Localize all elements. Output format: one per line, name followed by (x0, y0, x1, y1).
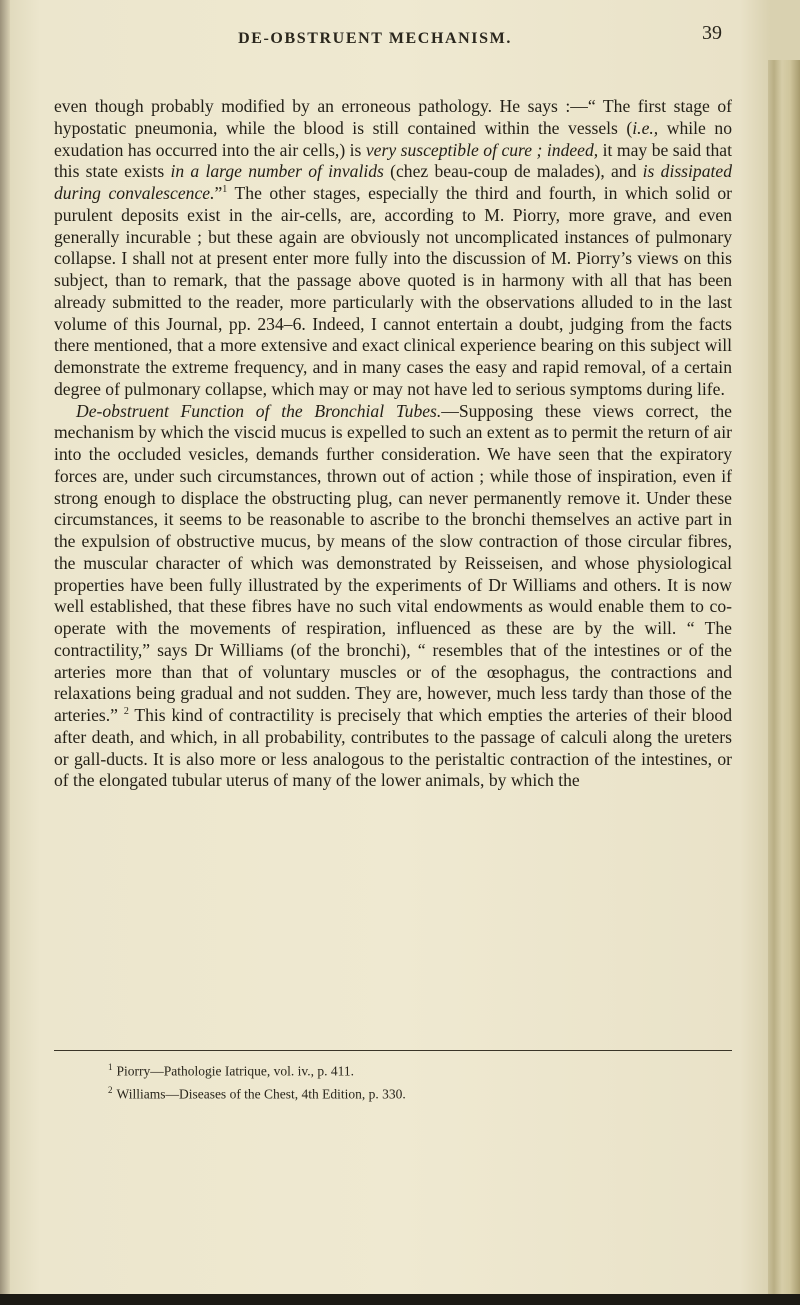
paragraph-deobstruent-function (54, 401, 732, 793)
text-run: it may be said that this state exists (54, 139, 732, 182)
paragraph-continued (54, 96, 732, 401)
scan-border (0, 1294, 800, 1305)
footnote (108, 1058, 728, 1081)
text-run: ” (214, 183, 223, 203)
italic-text: very susceptible of cure ; indeed, (365, 139, 599, 160)
text-run: even though probably modified by an erroneous pathology. He says :—“ The first stage of hypostatic pneumonia, while the blood is still contained within the vessels ( (54, 96, 732, 138)
page-edge-stack (768, 60, 800, 1300)
italic-text: is dissipated during convalescence. (54, 161, 732, 203)
binding-shadow (0, 0, 10, 1305)
footnote-mark: 1 (108, 1062, 113, 1072)
footnote-mark: 2 (108, 1084, 113, 1095)
footnote-text: Williams—Diseases of the Chest, 4th Edition, p. 330. (116, 1086, 406, 1101)
running-head (0, 12, 800, 52)
text-run: while no exudation has occurred into the air cells,) is (54, 117, 732, 160)
italic-text: in a large number of invalids (170, 161, 384, 182)
section-heading: De-obstruent Function of the Bronchial Tubes. (76, 400, 442, 421)
text-run: (chez beau-coup de malades), and (383, 161, 643, 182)
running-title: DE-OBSTRUENT MECHANISM. (238, 30, 512, 47)
text-run: —Supposing these views correct, the mechanism by which the viscid mucus is expelled to such an extent as to permit the return of air into the occluded vesicles, demands further consideration. We have seen that the expiratory forces are, under such circumstances, thrown out of action ; while those of inspiration, even if strong enough to displace the obstructing plug, can never permanently remove it. Under these circumstances, it seems to be reasonable to ascribe to the bronchi themselves an active part in the expulsion of obstructive mucus, by means of the slow contraction of those circular fibres, the muscular character of which was demonstrated by Reisseisen, and whose physiological properties have been fully illustrated by the experiments of Dr Williams and others. It is now well established, that these fibres have no such vital endowments as would enable them to co-operate with the movements of respiration, influenced as these are by the will. “ The contractility,” says Dr Williams (of the bronchi), “ resembles that of the intestines or of the arteries more than that of voluntary muscles or of the œsophagus, the contractions and relaxations being gradual and not sudden. They are, however, much less tardy than those of the arteries.” (54, 400, 732, 725)
body-text (54, 96, 732, 792)
footnote-text: Piorry—Pathologie Iatrique, vol. iv., p. 411. (116, 1063, 354, 1079)
italic-text: i.e., (632, 117, 659, 138)
footnote-reference: 2 (123, 706, 129, 718)
footnote (108, 1081, 728, 1104)
text-run: This kind of contractility is precisely that which empties the arteries of their blood after death, and which, in all probability, contributes to the passage of calculi along the ureters or gall-ducts. It is also more or less analogous to the peristaltic contraction of the intestines, or of the elongated tubular uterus of many of the lower animals, by which the (54, 705, 732, 791)
footnotes (108, 1058, 728, 1103)
footnote-rule (54, 1050, 732, 1051)
text-run: The other stages, especially the third and fourth, in which solid or purulent deposits exist in the air-cells, are, according to M. Piorry, more grave, and even generally incurable ; but these again are obviously not uncomplicated instances of pulmonary collapse. I shall not at present enter more fully into the discussion of M. Piorry’s views on this subject, than to remark, that the passage above quoted is in harmony with all that has been already submitted to the reader, more particularly with the observations alluded to in the last volume of this Journal, pp. 234–6. Indeed, I cannot entertain a doubt, judging from the facts there mentioned, that a more extensive and exact clinical experience bearing on this subject will demonstrate the extreme frequency, and in many cases the easy and rapid removal, of a certain degree of pulmonary collapse, which may or may not have led to serious symptoms during life. (54, 183, 732, 399)
page-number: 39 (702, 22, 722, 44)
footnote-reference: 1 (222, 184, 228, 196)
